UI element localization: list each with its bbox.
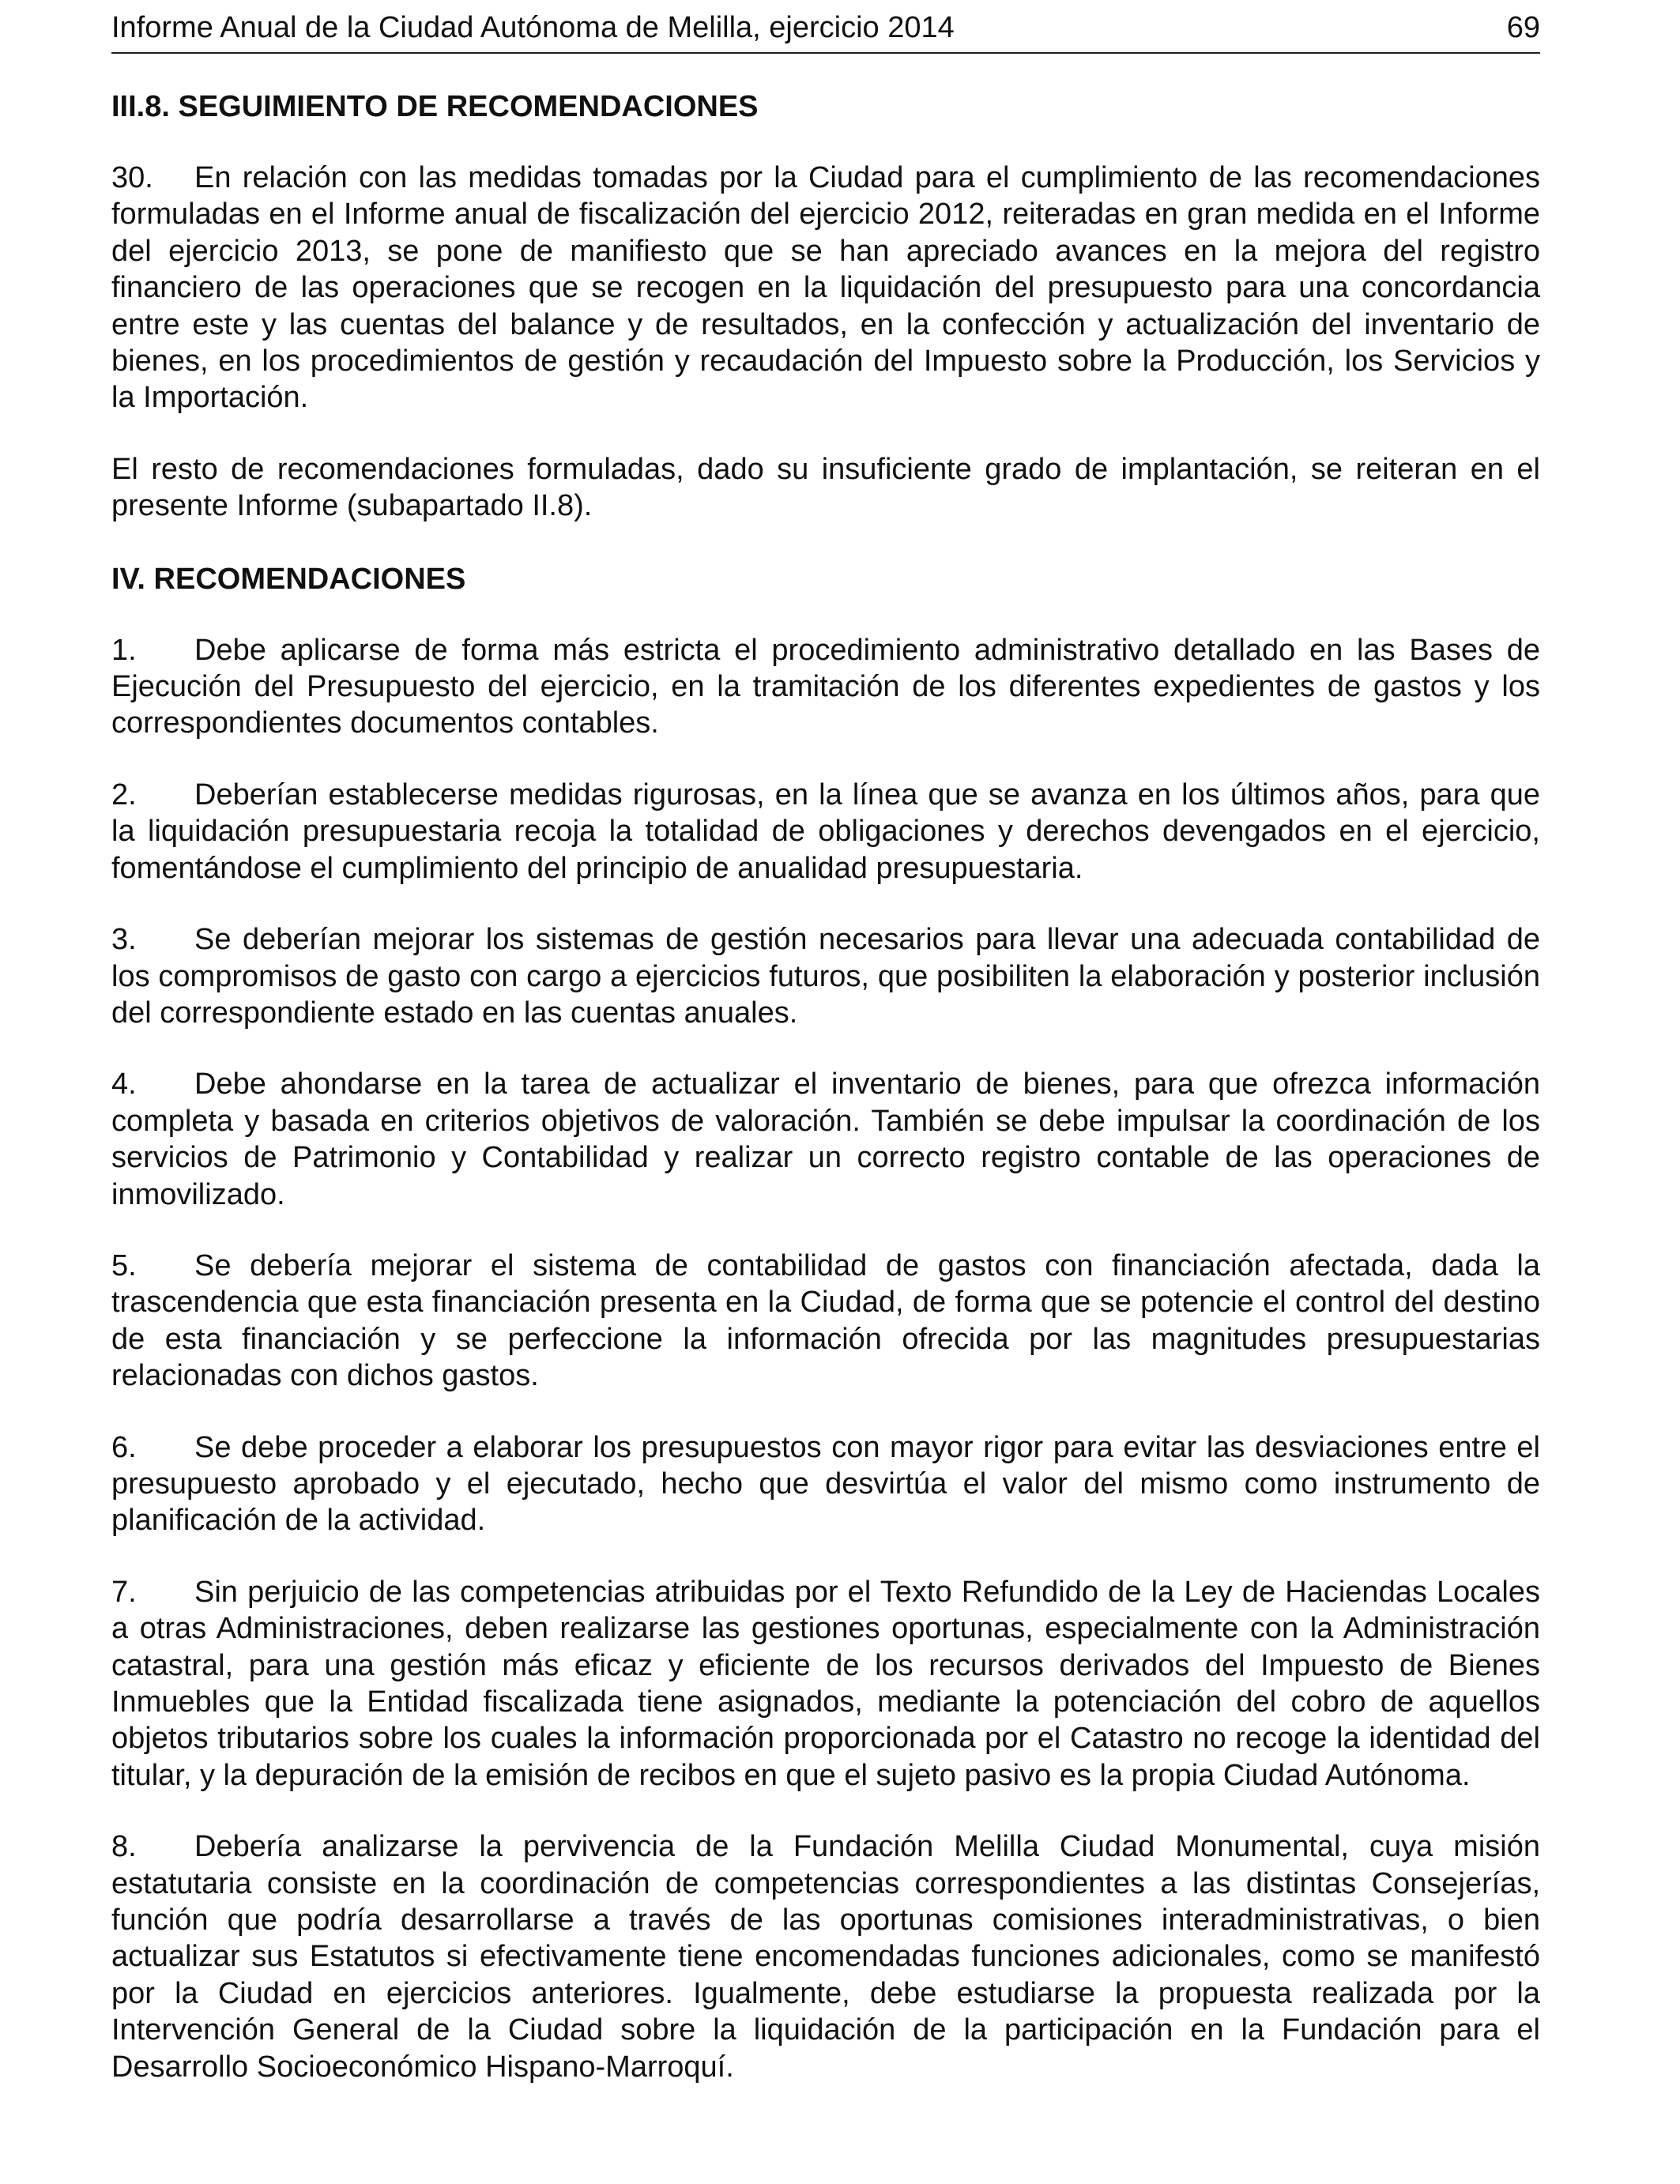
recommendation-number: 2. bbox=[111, 778, 137, 811]
recommendation-number: 5. bbox=[111, 1248, 137, 1282]
recommendation-number: 3. bbox=[111, 923, 137, 957]
recommendation-number: 8. bbox=[111, 1830, 137, 1864]
header-title: Informe Anual de la Ciudad Autónoma de Melilla, ejercicio 2014 bbox=[111, 11, 955, 44]
paragraph-text: En relación con las medidas tomadas por la Ciudad para el cumplimiento de las recomendaciones formuladas en el Informe anual de fiscalización del ejercicio 2012, reiteradas en gran medida en el Informe del ejercicio 2013, se pone de manifiesto que se han apreciado avances en la mejora del registro financiero de las operaciones que se recogen en la liquidación del presupuesto para una concordancia entre este y las cuentas del balance y de resultados, en la confección y actualización del inventario de bienes, en los procedimientos de gestión y recaudación del Impuesto sobre la Producción, los Servicios y la Importación. bbox=[111, 161, 1540, 415]
paragraph-number: 30. bbox=[111, 161, 153, 194]
recommendation-text: Deberían establecerse medidas rigurosas, en la línea que se avanza en los últimos años, para que la liquidación presupuestaria recoja la totalidad de obligaciones y derechos devengados en el ejercicio, fomentándose el cumplimiento del principio de anualidad presupuestaria. bbox=[111, 778, 1540, 885]
paragraph-resto: El resto de recomendaciones formuladas, dado su insuficiente grado de implantación, se reiteran en el presente Informe (subapartado II.8). bbox=[111, 452, 1540, 523]
recommendation-text: Se debería mejorar el sistema de contabilidad de gastos con financiación afectada, dada la trascendencia que esta financiación presenta en la Ciudad, de forma que se potencie el control del destino de esta financiación y se perfeccione la información ofrecida por las magnitudes presupuestarias relacionadas con dichos gastos. bbox=[111, 1248, 1540, 1393]
recommendation-text: Sin perjuicio de las competencias atribuidas por el Texto Refundido de la Ley de Haciendas Locales a otras Administraciones, deben realizarse las gestiones oportunas, especialmente con la Administración catastral, para una gestión más eficaz y eficiente de los recursos derivados del Impuesto de Bienes Inmuebles que la Entidad fiscalizada tiene asignados, mediante la potenciación del cobro de aquellos objetos tributarios sobre los cuales la información proporcionada por el Catastro no recoge la identidad del titular, y la depuración de la emisión de recibos en que el sujeto pasivo es la propia Ciudad Autónoma. bbox=[111, 1575, 1540, 1792]
recommendation-item bbox=[111, 1248, 1540, 1395]
recommendation-text: Se debe proceder a elaborar los presupuestos con mayor rigor para evitar las desviaciones entre el presupuesto aprobado y el ejecutado, hecho que desvirtúa el valor del mismo como instrumento de planificación de la actividad. bbox=[111, 1430, 1540, 1538]
recommendation-number: 7. bbox=[111, 1575, 137, 1609]
recommendation-item bbox=[111, 1429, 1540, 1539]
recommendation-text: Debe ahondarse en la tarea de actualizar el inventario de bienes, para que ofrezca información completa y basada en criterios objetivos de valoración. También se debe impulsar la coordinación de los servicios de Patrimonio y Contabilidad y realizar un correcto registro contable de las operaciones de inmovilizado. bbox=[111, 1068, 1540, 1211]
page-number: 69 bbox=[1506, 11, 1540, 44]
recommendation-item bbox=[111, 1828, 1540, 2085]
recommendation-number: 4. bbox=[111, 1068, 137, 1101]
recommendation-number: 1. bbox=[111, 633, 137, 667]
running-header bbox=[111, 8, 1540, 54]
recommendation-text: Debe aplicarse de forma más estricta el procedimiento administrativo detallado en las Bases de Ejecución del Presupuesto del ejercicio, en la tramitación de los diferentes expedientes de gastos y los correspondientes documentos contables. bbox=[111, 633, 1540, 740]
document-body bbox=[111, 88, 1540, 2085]
recommendation-item bbox=[111, 1066, 1540, 1213]
recommendation-text: Se deberían mejorar los sistemas de gestión necesarios para llevar una adecuada contabilidad de los compromisos de gasto con cargo a ejercicios futuros, que posibiliten la elaboración y posterior inclusión del correspondiente estado en las cuentas anuales. bbox=[111, 923, 1540, 1030]
recommendation-item bbox=[111, 1574, 1540, 1794]
recommendation-item bbox=[111, 632, 1540, 742]
recommendation-text: Debería analizarse la pervivencia de la Fundación Melilla Ciudad Monumental, cuya misión estatutaria consiste en la coordinación de competencias correspondientes a las distintas Consejerías, función que podría desarrollarse a través de las oportunas comisiones interadministrativas, o bien actualizar sus Estatutos si efectivamente tiene encomendadas funciones adicionales, como se manifestó por la Ciudad en ejercicios anteriores. Igualmente, debe estudiarse la propuesta realizada por la Intervención General de la Ciudad sobre la liquidación de la participación en la Fundación para el Desarrollo Socioeconómico Hispano-Marroquí. bbox=[111, 1830, 1540, 2084]
recommendation-number: 6. bbox=[111, 1430, 137, 1464]
recommendation-item bbox=[111, 777, 1540, 887]
paragraph-30 bbox=[111, 160, 1540, 416]
section-heading-seguimiento: III.8. SEGUIMIENTO DE RECOMENDACIONES bbox=[111, 90, 759, 123]
recommendation-item bbox=[111, 921, 1540, 1031]
section-heading-recomendaciones: IV. RECOMENDACIONES bbox=[111, 562, 466, 596]
